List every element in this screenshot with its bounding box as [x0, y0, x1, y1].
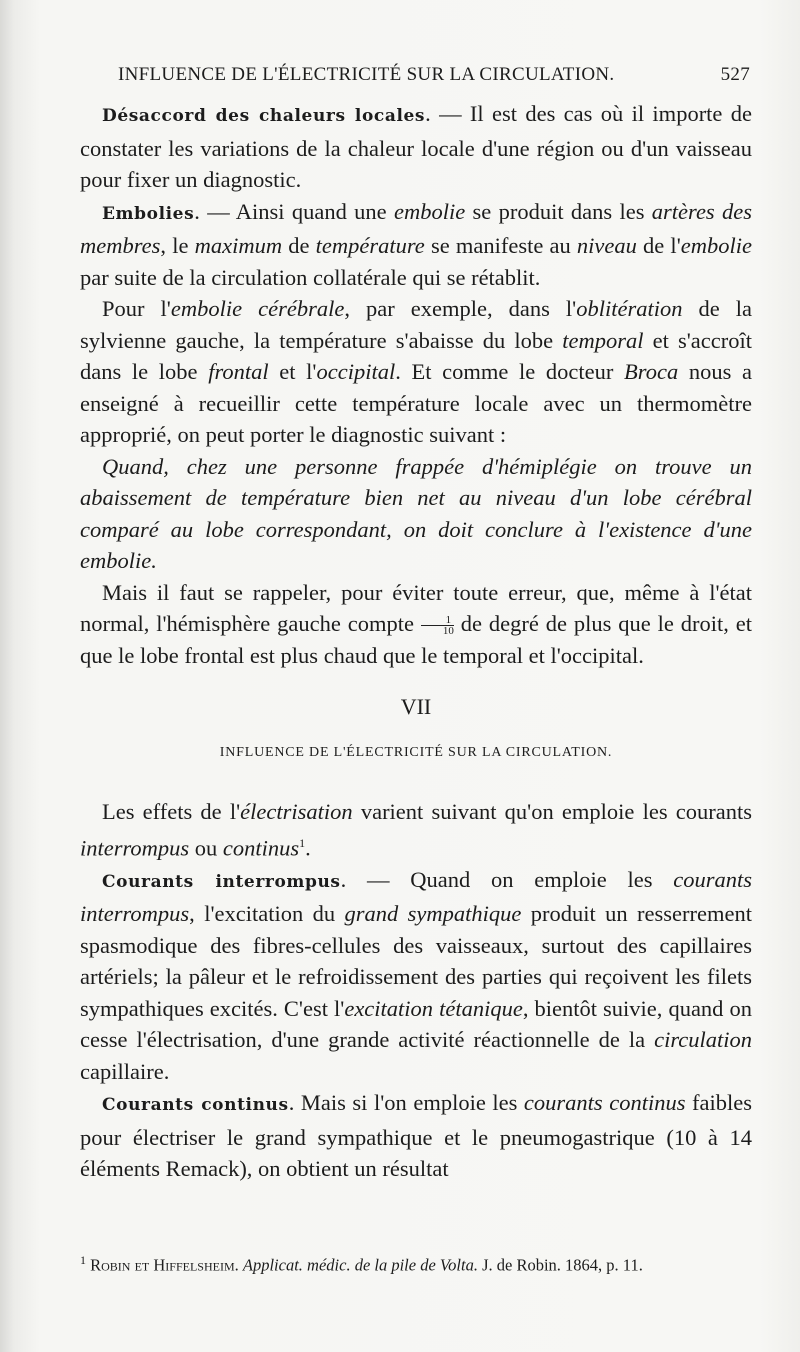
text-run: Les effets de l' [102, 799, 241, 824]
italic-term: oblitération [576, 296, 683, 321]
paragraph-text: . — Il est des cas où il importe de constater les variations de la chaleur locale d'une région ou d'un vaisseau pour fixer un diagnostic. [80, 101, 752, 192]
text-run: par suite de la circulation collatérale qui se rétablit. [80, 264, 541, 290]
main-text [80, 98, 752, 1185]
text-run: ou [189, 835, 223, 860]
text-run: nous a enseigné à recueillir cette température locale avec un thermomètre approprié, on peut porter le diagnostic suivant : [80, 359, 753, 447]
italic-term: circulation [654, 1027, 752, 1052]
paragraph-embolies [80, 196, 752, 294]
italic-term: temporal [562, 327, 644, 353]
footnote-authors: Robin et Hiffelsheim. [90, 1255, 239, 1275]
italic-term: interrompus [80, 835, 190, 860]
running-title: INFLUENCE DE L'ÉLECTRICITÉ SUR LA CIRCULATION. [118, 64, 615, 85]
paragraph-heading: Embolies [102, 203, 195, 224]
paragraph-heading: Courants interrompus [102, 871, 341, 892]
text-run: Mais il faut se rappeler, pour éviter toute erreur, que, même à l'état normal, l'hémisphère gauche compte [80, 579, 752, 636]
italic-term: continus [222, 835, 300, 860]
italic-term: maximum [194, 233, 283, 258]
section-number: VII [400, 694, 432, 719]
footnote-title: Applicat. médic. de la pile de Volta. [242, 1255, 478, 1275]
footnote-number: 1 [80, 1253, 86, 1267]
page-number: 527 [720, 64, 750, 85]
text-run: et s'accroît dans le lobe [80, 327, 752, 384]
italic-term: excitation tétanique [344, 995, 523, 1021]
italic-term: embolie [680, 233, 752, 258]
italic-term: grand sympathique [344, 901, 522, 926]
section-title: INFLUENCE DE L'ÉLECTRICITÉ SUR LA CIRCULATION. [219, 744, 613, 760]
text-run: , l'excitation du [189, 901, 345, 926]
paragraph-desaccord [80, 98, 752, 196]
text-run: se manifeste au [424, 233, 577, 258]
italic-term: artères des membres [80, 198, 752, 258]
italic-term: courants interrompus [80, 866, 752, 926]
text-run: varient suivant qu'on emploie les courants [352, 799, 752, 824]
paragraph-diagnostic-rule [80, 451, 752, 577]
italic-term: température [315, 233, 425, 258]
paragraph-heading: Désaccord des chaleurs locales [102, 106, 426, 126]
text-run: . — Ainsi quand une [194, 198, 394, 224]
text-run: . [305, 835, 311, 860]
paragraph-courants-continus [80, 1087, 752, 1185]
italic-rule: Quand, chez une personne frappée d'hémiplégie on trouve un abaissement de température bien net au niveau d'un lobe cérébral comparé au lobe correspondant, on doit conclure à l'existence d'une embolie. [80, 453, 752, 573]
italic-term: embolie [393, 198, 466, 224]
italic-term: Broca [624, 359, 679, 384]
paragraph-courants-interrompus [80, 864, 752, 1088]
fraction-numerator: 1 [421, 615, 454, 626]
fraction [421, 615, 454, 636]
text-run: faibles pour électriser le grand sympathique et le pneumogastrique (10 à 14 éléments Remack), on obtient un résultat [80, 1090, 752, 1181]
italic-term: niveau [576, 233, 637, 258]
text-run: Pour l' [102, 296, 171, 321]
text-run: produit un resserrement spasmodique des fibres-cellules des vaisseaux, surtout des capillaires artériels; la pâleur et le refroidissement des parties qui reçoivent les filets sympathiques excités. C'est l' [80, 901, 752, 1021]
text-run: , par exemple, dans l' [344, 296, 577, 321]
paragraph-embolie-cerebrale [80, 293, 752, 451]
italic-term: frontal [208, 359, 269, 384]
footnote-reference: J. de Robin. 1864, p. 11. [477, 1255, 643, 1275]
paragraph-heading: Courants continus [102, 1095, 289, 1115]
text-run: et l' [268, 359, 317, 384]
footnote-marker: 1 [299, 835, 306, 850]
text-run: se produit dans les [465, 198, 652, 224]
text-run: de la sylvienne gauche, la température s'abaisse du lobe [80, 296, 752, 353]
paragraph-effets [80, 796, 752, 864]
text-run: de [282, 233, 316, 258]
italic-term: courants continus [523, 1090, 686, 1115]
italic-term: occipital [316, 359, 396, 384]
text-run: . Mais si l'on emploie les [288, 1090, 524, 1115]
italic-term: embolie cérébrale [170, 296, 345, 321]
text-run: capillaire. [80, 1058, 170, 1084]
text-run: de l' [636, 233, 681, 258]
text-run: . — Quand on emploie les [340, 866, 674, 892]
text-run: de degré de plus que le droit, et que le lobe frontal est plus chaud que le temporal et l'occipital. [80, 611, 753, 668]
paragraph-hemisphere [80, 577, 752, 672]
text-run: , bientôt suivie, quand on cesse l'électrisation, d'une grande activité réactionnelle de la [80, 995, 752, 1052]
footnote [80, 1250, 752, 1276]
text-run: , le [160, 233, 195, 258]
italic-term: électrisation [240, 799, 353, 824]
fraction-denominator: 10 [442, 625, 454, 638]
text-run: . Et comme le docteur [395, 359, 625, 384]
